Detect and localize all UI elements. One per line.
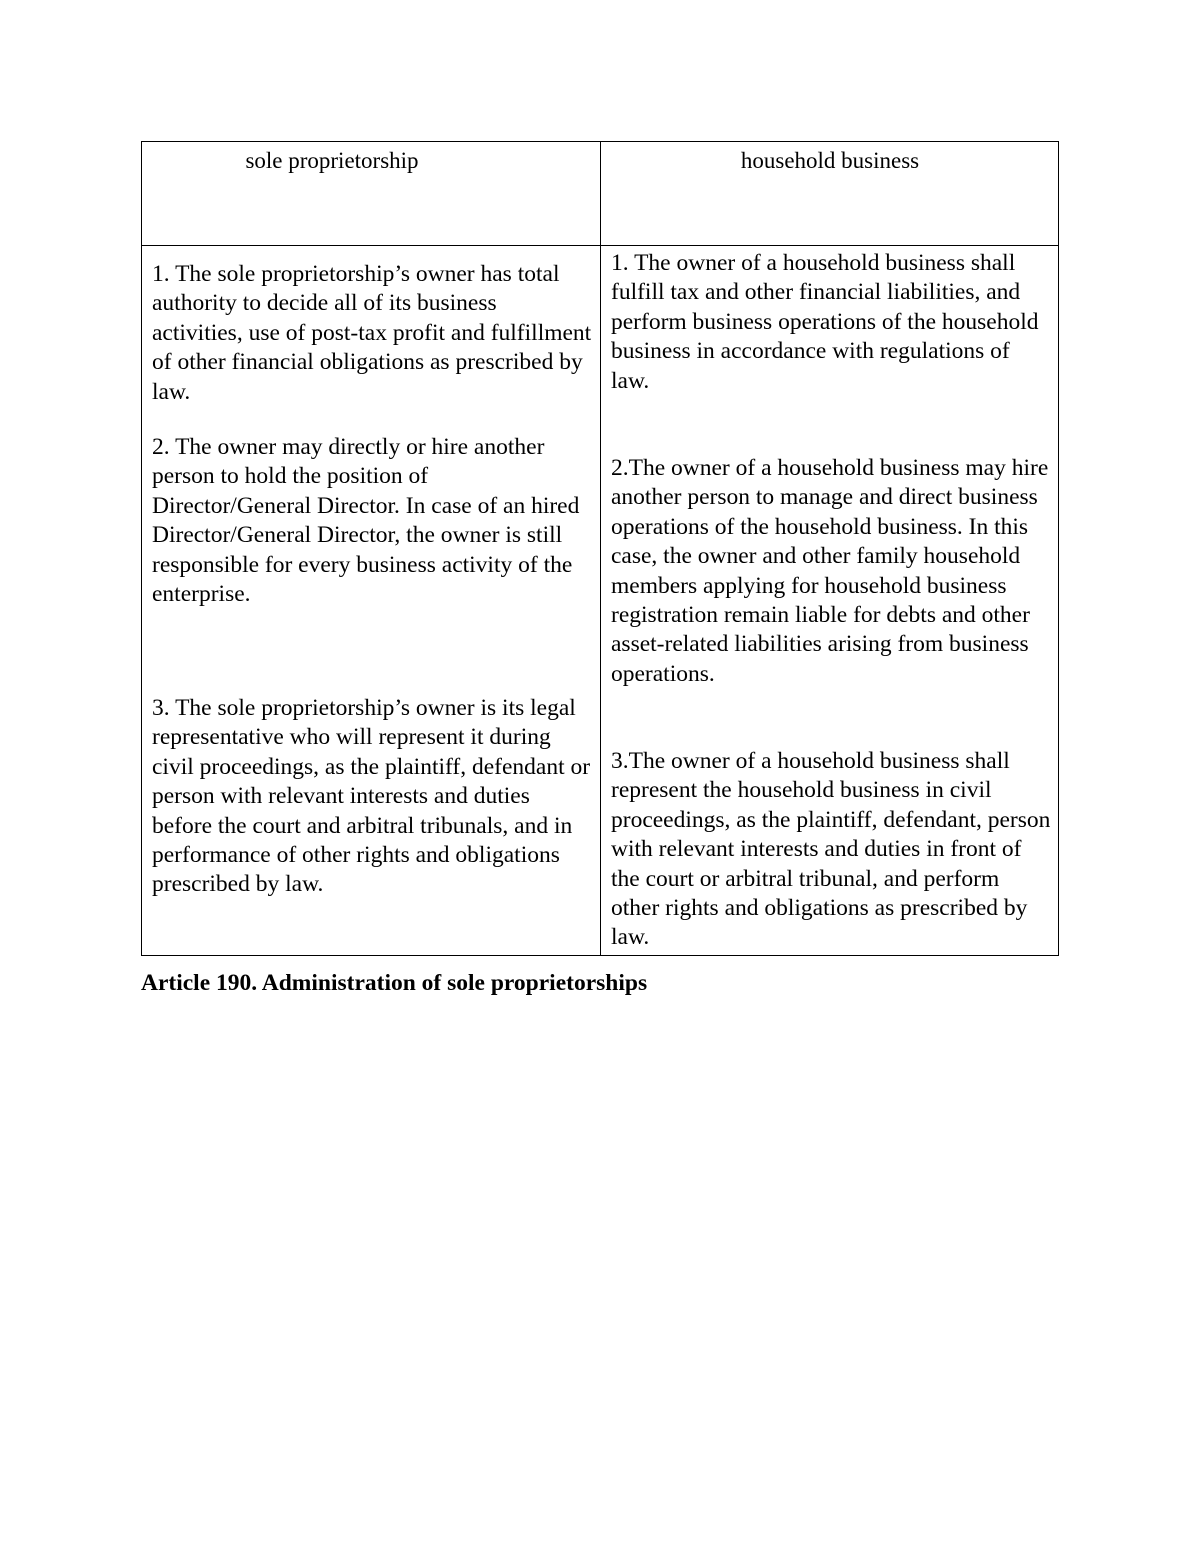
header-sole-proprietorship: sole proprietorship (245, 148, 419, 173)
article-heading: Article 190. Administration of sole proprietorships (141, 970, 648, 996)
sole-proprietorship-item-3: 3. The sole proprietorship’s owner is its legal representative who will represent it during civil proceedings, as the plaintiff, defendant or person with relevant interests and duties before the court and arbitral tribunals, and in performance of other rights and obligations prescribed by law. (152, 695, 591, 898)
header-household-business: household business (740, 148, 920, 173)
household-business-item-2: 2.The owner of a household business may hire another person to manage and direct business operations of the household business. In this case, the owner and other family household members applying for household business registration remain liable for debts and other asset-related liabilities arising from business operations. (611, 455, 1049, 687)
comparison-table (141, 141, 1059, 956)
header-row-divider (142, 245, 1058, 246)
sole-proprietorship-item-2: 2. The owner may directly or hire another person to hold the position of Director/General Director. In case of an hired Director/General Director, the owner is still responsible for every business activity of the enterprise. (152, 434, 580, 608)
sole-proprietorship-item-1: 1. The sole proprietorship’s owner has total authority to decide all of its business activities, use of post-tax profit and fulfillment of other financial obligations as prescribed by law. (152, 261, 592, 405)
household-business-item-1: 1. The owner of a household business shall fulfill tax and other financial liabilities, and perform business operations of the household business in accordance with regulations of law. (611, 250, 1039, 394)
column-divider (600, 142, 601, 955)
household-business-item-3: 3.The owner of a household business shall represent the household business in civil proceedings, as the plaintiff, defendant, person with relevant interests and duties in front of the court or arbitral tribunal, and perform other rights and obligations as prescribed by law. (611, 748, 1051, 951)
